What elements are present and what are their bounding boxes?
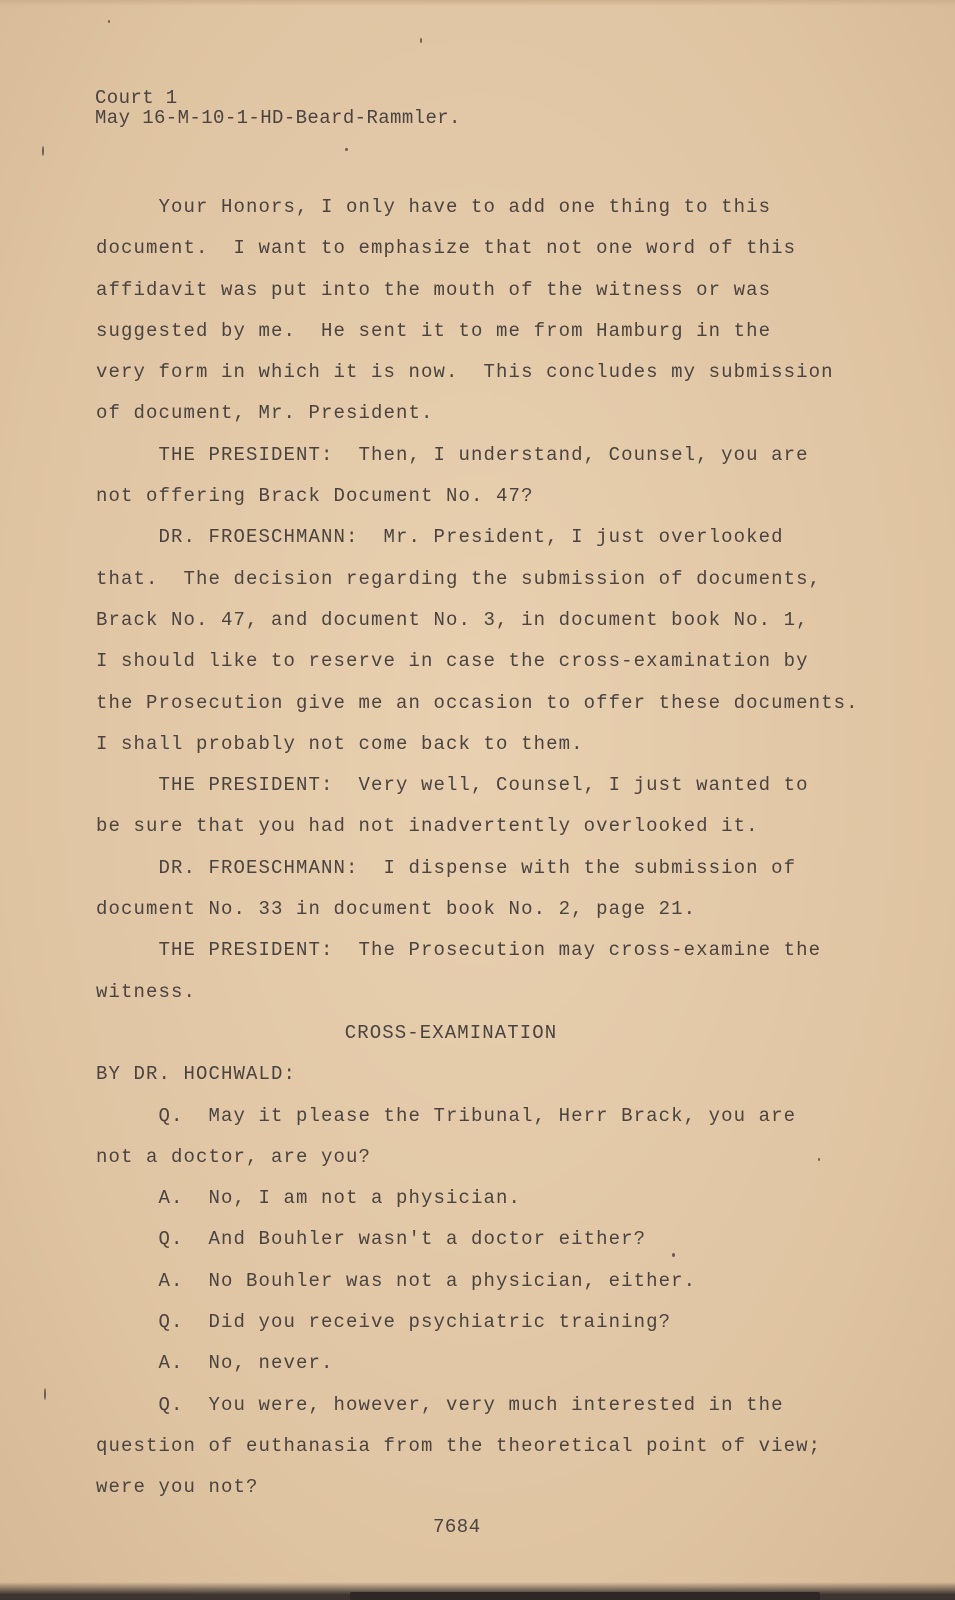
- transcript-line: Q. Did you receive psychiatric training?: [96, 1311, 672, 1334]
- transcript-line: that. The decision regarding the submission of documents,: [96, 567, 822, 590]
- transcript-line: THE PRESIDENT: The Prosecution may cross-examine the: [96, 939, 822, 962]
- transcript-line: A. No, never.: [96, 1352, 334, 1375]
- transcript-line: I should like to reserve in case the cross-examination by: [96, 650, 809, 673]
- transcript-line: Q. May it please the Tribunal, Herr Brack, you are: [96, 1104, 797, 1127]
- transcript-line: document. I want to emphasize that not one word of this: [96, 237, 797, 260]
- transcript-line: not a doctor, are you?: [96, 1145, 372, 1168]
- transcript-line: suggested by me. He sent it to me from Hamburg in the: [96, 319, 772, 342]
- transcript-line: affidavit was put into the mouth of the witness or was: [96, 278, 772, 301]
- session-code: May 16-M-10-1-HD-Beard-Rammler.: [95, 107, 461, 129]
- transcript-line: DR. FROESCHMANN: I dispense with the submission of: [96, 856, 797, 879]
- transcript-line: document No. 33 in document book No. 2, page 21.: [96, 898, 697, 921]
- transcript-line: A. No Bouhler was not a physician, either.: [96, 1269, 697, 1292]
- transcript-line: the Prosecution give me an occasion to offer these documents.: [96, 691, 859, 714]
- transcript-line: A. No, I am not a physician.: [96, 1187, 522, 1210]
- binding-strip: [350, 1592, 820, 1600]
- transcript-line: Your Honors, I only have to add one thing to this: [96, 196, 772, 218]
- transcript-line: were you not?: [96, 1476, 259, 1499]
- document-header: [95, 88, 461, 128]
- transcript-line: Q. And Bouhler wasn't a doctor either?: [96, 1228, 647, 1251]
- transcript-line: witness.: [96, 980, 197, 1003]
- transcript-line: very form in which it is now. This concludes my submission: [96, 361, 834, 384]
- transcript-line: of document, Mr. President.: [96, 402, 434, 425]
- transcript-line: question of euthanasia from the theoretical point of view;: [96, 1434, 822, 1457]
- transcript-line: be sure that you had not inadvertently overlooked it.: [96, 815, 759, 838]
- transcript-line: THE PRESIDENT: Then, I understand, Counsel, you are: [96, 443, 809, 466]
- transcript-line: DR. FROESCHMANN: Mr. President, I just overlooked: [96, 526, 784, 549]
- examiner-line: BY DR. HOCHWALD:: [96, 1063, 297, 1086]
- court-label: Court 1: [95, 87, 178, 109]
- transcript-line: Brack No. 47, and document No. 3, in document book No. 1,: [96, 608, 809, 631]
- transcript-line: Q. You were, however, very much interested in the: [96, 1393, 784, 1416]
- page-number: 7684: [433, 1516, 481, 1538]
- transcript-line: not offering Brack Document No. 47?: [96, 485, 534, 508]
- section-heading: CROSS-EXAMINATION: [344, 1021, 558, 1044]
- transcript-line: I shall probably not come back to them.: [96, 732, 584, 755]
- transcript-line: THE PRESIDENT: Very well, Counsel, I just wanted to: [96, 774, 809, 797]
- transcript-body: [96, 187, 859, 1509]
